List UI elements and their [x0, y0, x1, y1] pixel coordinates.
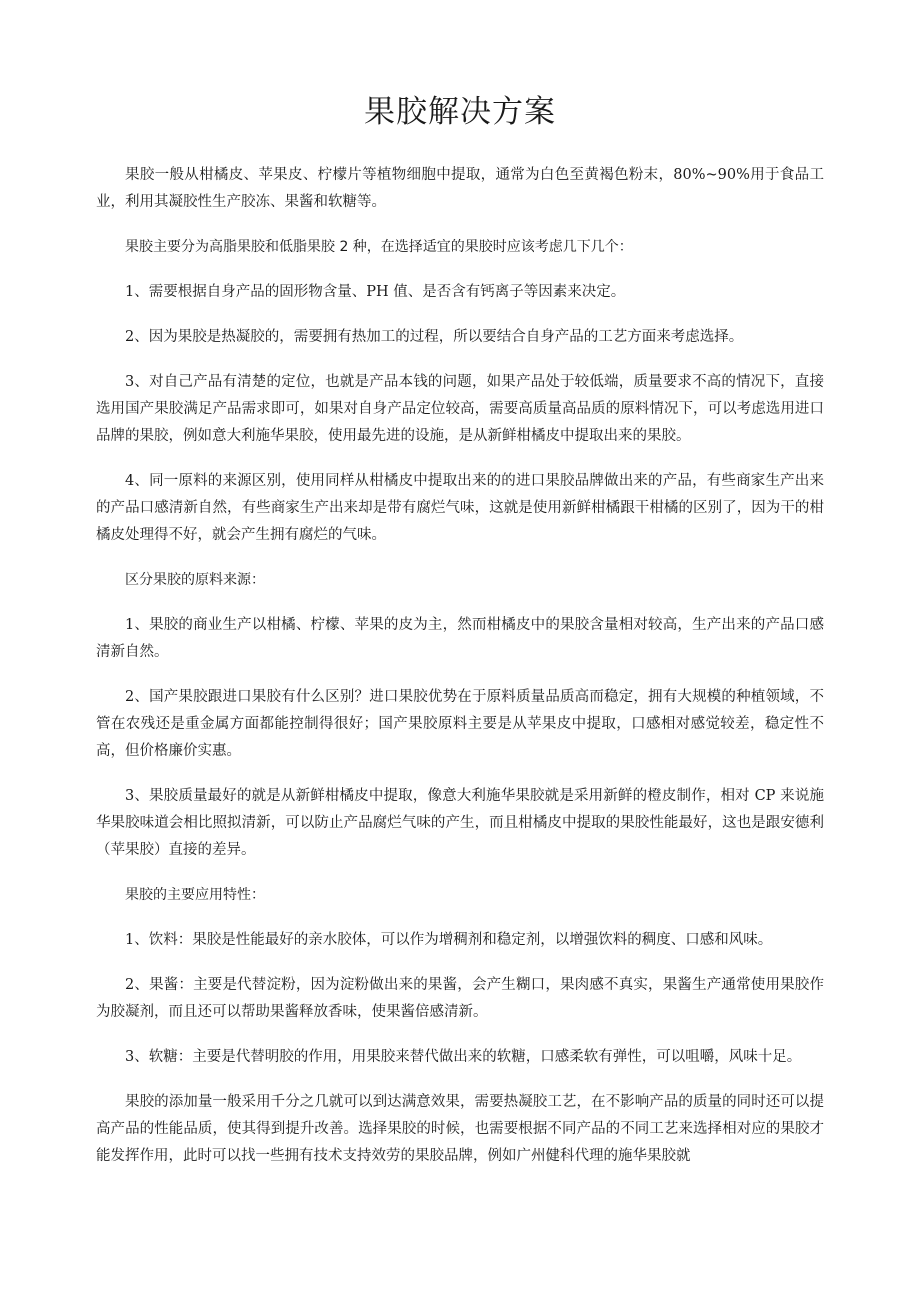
section-heading-pectin-types: 果胶主要分为高脂果胶和低脂果胶 2 种，在选择适宜的果胶时应该考虑几下几个：: [125, 239, 633, 255]
source-item-3: 3、果胶质量最好的就是从新鲜柑橘皮中提取，像意大利施华果胶就是采用新鲜的橙皮制作，相对 CP 来说施华果胶味道会相比照拟清新，可以防止产品腐烂气味的产生，而且柑橘皮中提取的果胶性能最好，这也是跟安德利（苹果胶）直接的差异。: [96, 788, 824, 858]
closing-paragraph: 果胶的添加量一般采用千分之几就可以到达满意效果，需要热凝胶工艺，在不影响产品的质量的同时还可以提高产品的性能品质，使其得到提升改善。选择果胶的时候，也需要根据不同产品的不同工艺来选择相对应的果胶才能发挥作用，此时可以找一些拥有技术支持效劳的果胶品牌，例如广州健科代理的施华果胶就: [96, 1094, 824, 1164]
selection-item-4: 4、同一原料的来源区别，使用同样从柑橘皮中提取出来的的进口果胶品牌做出来的产品，有些商家生产出来的产品口感清新自然，有些商家生产出来却是带有腐烂气味，这就是使用新鲜柑橘跟干柑橘的区别了，因为干的柑橘皮处理得不好，就会产生拥有腐烂的气味。: [96, 473, 824, 543]
selection-item-1: 1、需要根据自身产品的固形物含量、PH 值、是否含有钙离子等因素来决定。: [125, 284, 626, 300]
source-item-1: 1、果胶的商业生产以柑橘、柠檬、苹果的皮为主，然而柑橘皮中的果胶含量相对较高，生产出来的产品口感清新自然。: [96, 617, 824, 660]
application-item-1: 1、饮料：果胶是性能最好的亲水胶体，可以作为增稠剂和稳定剂，以增强饮料的稠度、口感和风味。: [125, 932, 773, 948]
selection-item-3: 3、对自己产品有清楚的定位，也就是产品本钱的问题，如果产品处于较低端，质量要求不高的情况下，直接选用国产果胶满足产品需求即可，如果对自身产品定位较高，需要高质量高品质的原料情况下，可以考虑选用进口品牌的果胶，例如意大利施华果胶，使用最先进的设施，是从新鲜柑橘皮中提取出来的果胶。: [96, 374, 824, 444]
application-item-2: 2、果酱：主要是代替淀粉，因为淀粉做出来的果酱，会产生糊口，果肉感不真实，果酱生产通常使用果胶作为胶凝剂，而且还可以帮助果酱释放香味，使果酱倍感清新。: [96, 977, 824, 1020]
document-title: 果胶解决方案: [364, 94, 556, 130]
intro-paragraph: 果胶一般从柑橘皮、苹果皮、柠檬片等植物细胞中提取，通常为白色至黄褐色粉末，80%~90%用于食品工业，利用其凝胶性生产胶冻、果酱和软糖等。: [96, 167, 824, 210]
source-item-2: 2、国产果胶跟进口果胶有什么区别？进口果胶优势在于原料质量品质高而稳定，拥有大规模的种植领域，不管在农残还是重金属方面都能控制得很好；国产果胶原料主要是从苹果皮中提取，口感相对感觉较差，稳定性不高，但价格廉价实惠。: [96, 689, 824, 759]
section-heading-applications: 果胶的主要应用特性：: [125, 887, 265, 903]
application-item-3: 3、软糖：主要是代替明胶的作用，用果胶来替代做出来的软糖，口感柔软有弹性，可以咀嚼，风味十足。: [125, 1049, 802, 1065]
selection-item-2: 2、因为果胶是热凝胶的，需要拥有热加工的过程，所以要结合自身产品的工艺方面来考虑选择。: [125, 329, 744, 345]
section-heading-raw-material: 区分果胶的原料来源：: [125, 572, 265, 588]
